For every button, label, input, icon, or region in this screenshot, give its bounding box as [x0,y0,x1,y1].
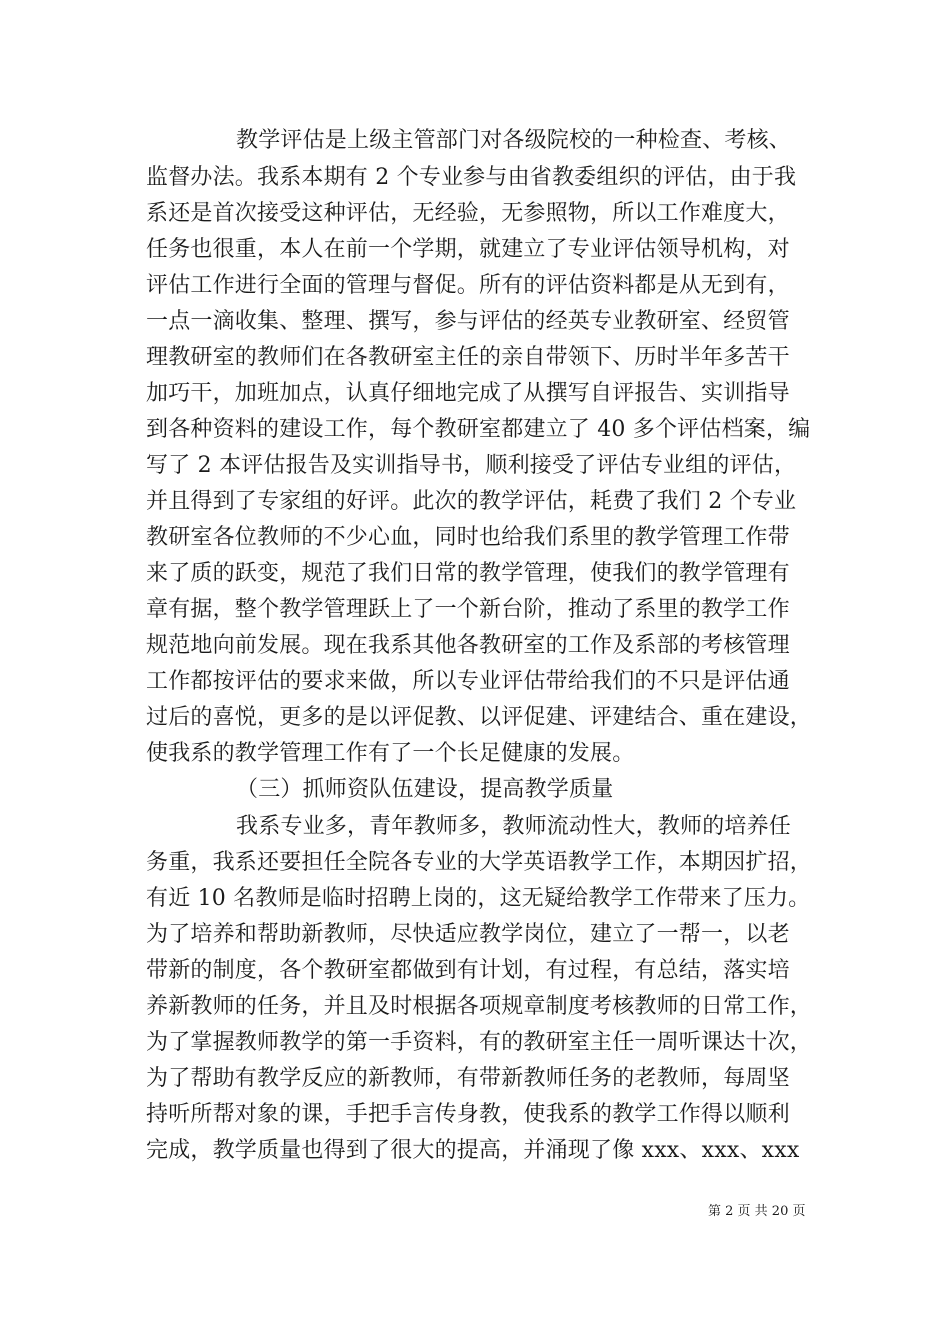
paragraph-line: 规范地向前发展。现在我系其他各教研室的工作及系部的考核管理 [146,633,790,658]
paragraph-line: 写了 2 本评估报告及实训指导书，顺利接受了评估专业组的评估， [146,453,797,478]
paragraph-line: 工作都按评估的要求来做，所以专业评估带给我们的不只是评估通 [146,669,790,694]
page-footer: 第 2 页 共 20 页 [708,1204,806,1219]
paragraph-line: 过后的喜悦，更多的是以评促教、以评促建、评建结合、重在建设， [146,705,813,730]
paragraph-line: 有近 10 名教师是临时招聘上岗的，这无疑给教学工作带来了压力。 [146,886,811,911]
paragraph-line: 养新教师的任务，并且及时根据各项规章制度考核教师的日常工作， [146,994,813,1019]
paragraph-line: 教学评估是上级主管部门对各级院校的一种检查、考核、 [236,128,792,153]
paragraph-line: 务重，我系还要担任全院各专业的大学英语教学工作，本期因扩招， [146,850,813,875]
paragraph-line: 我系专业多，青年教师多，教师流动性大，教师的培养任 [236,814,792,839]
paragraph-line: 章有据，整个教学管理跃上了一个新台阶，推动了系里的教学工作 [146,597,790,622]
paragraph-line: 教研室各位教师的不少心血，同时也给我们系里的教学管理工作带 [146,525,790,550]
paragraph-line: 加巧干，加班加点，认真仔细地完成了从撰写自评报告、实训指导 [146,381,790,406]
paragraph-line: 评估工作进行全面的管理与督促。所有的评估资料都是从无到有， [146,273,790,298]
paragraph-line: 完成，教学质量也得到了很大的提高，并涌现了像 xxx、xxx、xxx [146,1138,800,1163]
paragraph-line: 系还是首次接受这种评估，无经验，无参照物，所以工作难度大， [146,201,790,226]
section-heading: （三）抓师资队伍建设，提高教学质量 [236,777,614,802]
paragraph-line: 为了掌握教师教学的第一手资料，有的教研室主任一周听课达十次， [146,1030,813,1055]
paragraph-line: 理教研室的教师们在各教研室主任的亲自带领下、历时半年多苦干 [146,345,790,370]
paragraph-line: 到各种资料的建设工作，每个教研室都建立了 40 多个评估档案，编 [146,417,811,442]
paragraph-line: 使我系的教学管理工作有了一个长足健康的发展。 [146,741,635,766]
paragraph-line: 任务也很重，本人在前一个学期，就建立了专业评估领导机构，对 [146,237,790,262]
paragraph-line: 一点一滴收集、整理、撰写，参与评估的经英专业教研室、经贸管 [146,309,790,334]
paragraph-line: 为了培养和帮助新教师，尽快适应教学岗位，建立了一帮一，以老 [146,922,790,947]
paragraph-line: 带新的制度，各个教研室都做到有计划，有过程，有总结，落实培 [146,958,790,983]
paragraph-line: 监督办法。我系本期有 2 个专业参与由省教委组织的评估，由于我 [146,165,797,190]
paragraph-line: 持听所帮对象的课，手把手言传身教，使我系的教学工作得以顺利 [146,1102,790,1127]
paragraph-line: 来了质的跃变，规范了我们日常的教学管理，使我们的教学管理有 [146,561,790,586]
paragraph-line: 并且得到了专家组的好评。此次的教学评估，耗费了我们 2 个专业 [146,489,797,514]
paragraph-line: 为了帮助有教学反应的新教师，有带新教师任务的老教师，每周坚 [146,1066,790,1091]
